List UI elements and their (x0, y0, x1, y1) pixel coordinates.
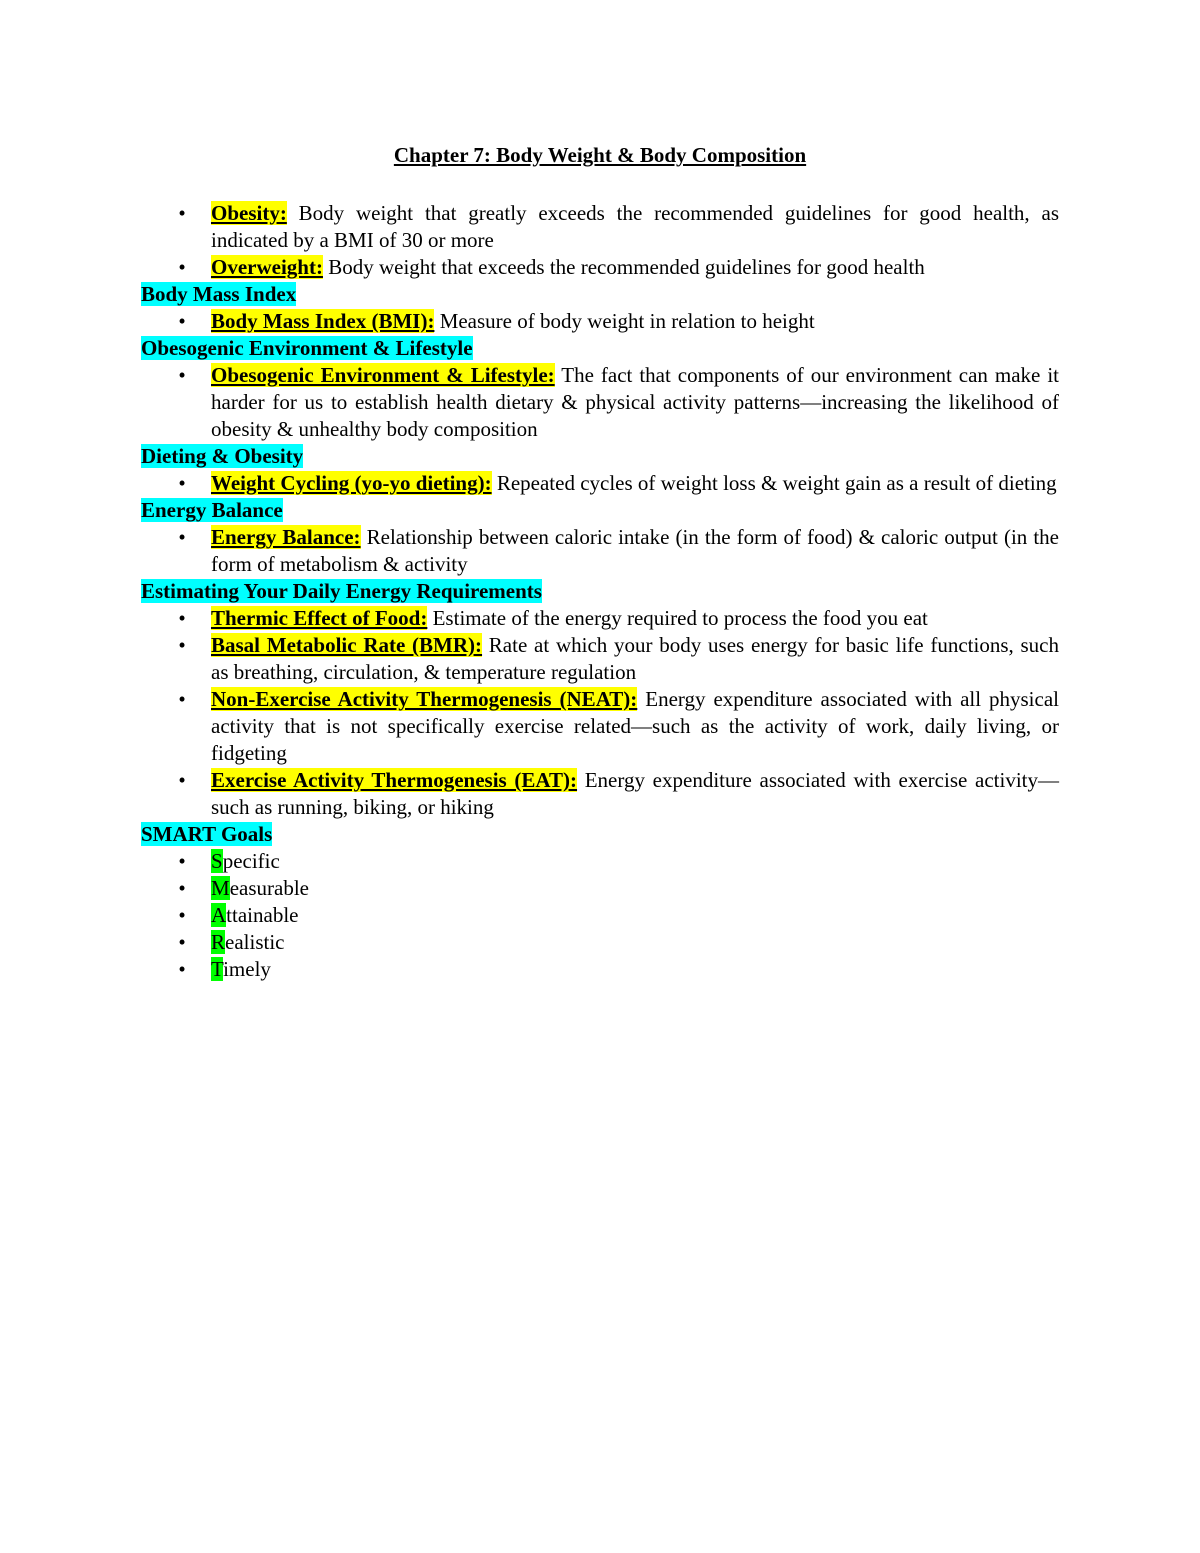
bullet-icon: • (178, 525, 186, 549)
bullet-icon: • (178, 930, 186, 954)
smart-word-rest: ealistic (225, 930, 285, 954)
section-heading-bmi: Body Mass Index (141, 282, 297, 306)
term-definition: Relationship between caloric intake (in the form of food) & caloric output (in the form of metabolism & activity (211, 525, 1060, 576)
section-heading-smart-goals: SMART Goals (141, 822, 273, 846)
section-list-obesogenic (141, 362, 1059, 443)
section-list-dieting (141, 470, 1059, 497)
section-list-bmi (141, 308, 1059, 335)
list-item (141, 200, 1059, 254)
smart-goals-list (141, 848, 1059, 983)
term-label: Energy Balance: (211, 525, 361, 549)
list-item (141, 605, 1059, 632)
term-definition: Repeated cycles of weight loss & weight gain as a result of dieting (491, 471, 1057, 495)
term-definition: Body weight that greatly exceeds the recommended guidelines for good health, as indicated by a BMI of 30 or more (211, 201, 1059, 252)
smart-word-rest: easurable (229, 876, 309, 900)
section-heading-energy-requirements: Estimating Your Daily Energy Requirements (141, 579, 542, 603)
bullet-icon: • (178, 849, 186, 873)
list-item (141, 308, 1059, 335)
list-item (141, 956, 1059, 983)
term-definition: The fact that components of our environment can make it harder for us to establish health dietary & physical activity patterns—increasing the likelihood of obesity & unhealthy body composition (211, 363, 1059, 441)
list-item (141, 767, 1059, 821)
bullet-icon: • (178, 768, 186, 792)
term-definition: Energy expenditure associated with all physical activity that is not specifically exercise related—such as the activity of work, daily living, or fidgeting (211, 687, 1059, 765)
term-label: Obesogenic Environment & Lifestyle: (211, 363, 555, 387)
term-definition: Estimate of the energy required to process the food you eat (427, 606, 928, 630)
bullet-icon: • (178, 687, 186, 711)
list-item (141, 902, 1059, 929)
term-label: Exercise Activity Thermogenesis (EAT): (211, 768, 578, 792)
bullet-icon: • (178, 633, 186, 657)
smart-word-rest: pecific (222, 849, 280, 873)
smart-word-rest: imely (223, 957, 271, 981)
page-title: Chapter 7: Body Weight & Body Composition (393, 143, 807, 167)
list-item (141, 632, 1059, 686)
section-heading-obesogenic: Obesogenic Environment & Lifestyle (141, 336, 473, 360)
section-heading-dieting: Dieting & Obesity (141, 444, 304, 468)
list-item (141, 524, 1059, 578)
smart-letter: T (211, 957, 224, 981)
term-label: Body Mass Index (BMI): (211, 309, 435, 333)
term-label: Non-Exercise Activity Thermogenesis (NEAT): (211, 687, 638, 711)
term-definition: Rate at which your body uses energy for basic life functions, such as breathing, circulation, & temperature regulation (211, 633, 1059, 684)
term-label: Overweight: (211, 255, 323, 279)
term-definition: Body weight that exceeds the recommended guidelines for good health (322, 255, 925, 279)
bullet-icon: • (178, 903, 186, 927)
bullet-icon: • (178, 255, 186, 279)
bullet-icon: • (178, 606, 186, 630)
list-item (141, 875, 1059, 902)
bullet-icon: • (178, 876, 186, 900)
term-label: Basal Metabolic Rate (BMR): (211, 633, 483, 657)
smart-letter: S (211, 849, 223, 873)
bullet-icon: • (178, 309, 186, 333)
intro-list (141, 200, 1059, 281)
bullet-icon: • (178, 363, 186, 387)
list-item (141, 686, 1059, 767)
term-label: Thermic Effect of Food: (211, 606, 428, 630)
document-body (141, 140, 1059, 983)
smart-letter: M (211, 876, 230, 900)
section-list-energy-requirements (141, 605, 1059, 821)
list-item (141, 848, 1059, 875)
section-heading-energy-balance: Energy Balance (141, 498, 283, 522)
list-item (141, 254, 1059, 281)
list-item (141, 362, 1059, 443)
list-item (141, 929, 1059, 956)
smart-letter: A (211, 903, 227, 927)
bullet-icon: • (178, 957, 186, 981)
list-item (141, 470, 1059, 497)
term-label: Weight Cycling (yo-yo dieting): (211, 471, 492, 495)
term-label: Obesity: (211, 201, 287, 225)
term-definition: Measure of body weight in relation to height (434, 309, 815, 333)
section-list-energy-balance (141, 524, 1059, 578)
smart-letter: R (211, 930, 226, 954)
bullet-icon: • (178, 471, 186, 495)
term-definition: Energy expenditure associated with exercise activity—such as running, biking, or hiking (211, 768, 1059, 819)
smart-word-rest: ttainable (226, 903, 299, 927)
bullet-icon: • (178, 201, 186, 225)
